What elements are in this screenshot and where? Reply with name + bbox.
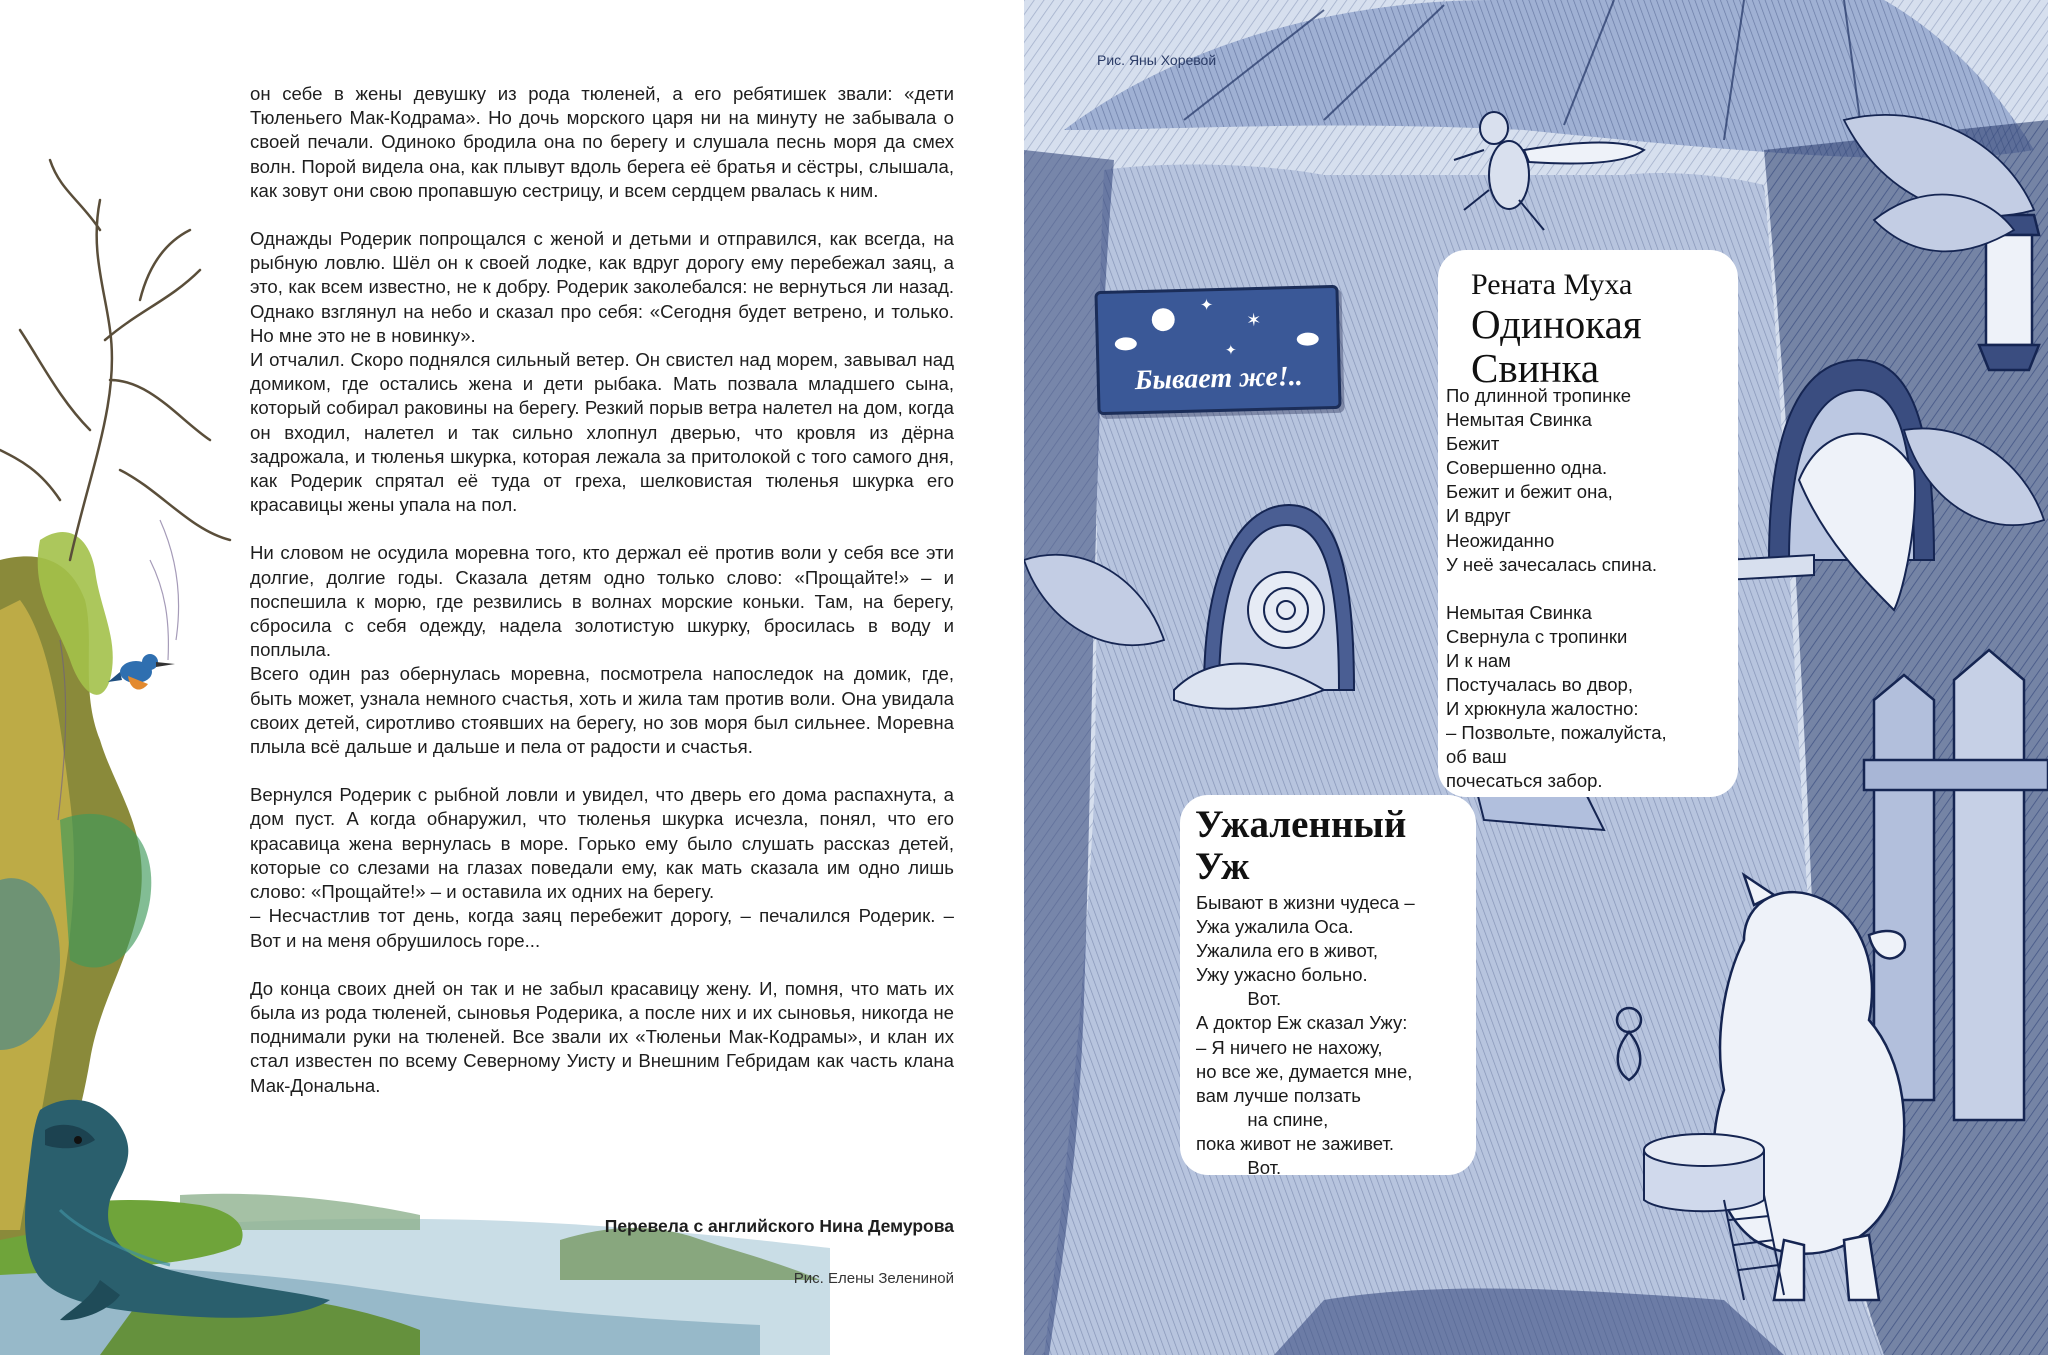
fence: [1864, 650, 2048, 1120]
poem-line: Немытая Свинка: [1446, 601, 1592, 623]
story-text: [250, 82, 954, 1098]
poem-line: По длинной тропинке: [1446, 385, 1632, 406]
star-icon: ✦: [1199, 295, 1214, 315]
lemon-icon: ●: [1149, 300, 1177, 336]
poem-author: Рената Муха: [1471, 268, 1633, 301]
story-paragraph: До конца своих дней он так и не забыл красавицу жену. И, помня, что мать их была из рода тюленей, сыновья Родерика, а после них и их сыновья, никогда не поднимали руки на тюленей. Все звали их «Тюленьи Мак-Кодрамы», и клан их стал известен по всему Северному Уисту и Внешним Гебридам как часть клана Мак-Дональна.: [250, 977, 954, 1096]
poem-line: вам лучше ползать: [1196, 1084, 1361, 1106]
star-icon: ✦: [1224, 342, 1237, 359]
story-paragraph: Однажды Родерик попрощался с женой и детьми и отправился, как всегда, на рыбную ловлю. Шёл он к своей лодке, как вдруг дорогу ему перебежал заяц, а это, как всем известно, не к добру. Родерик заколебался: не вернуться ли назад. Однако взглянул на небо и сказал про себя: «Сегодня будет ветрено, и только. Но мне это не в новинку».: [250, 228, 954, 346]
rubric-sign: [1094, 285, 1341, 415]
poem-title-line: Свинка: [1471, 345, 1600, 391]
poem-line: Вот.: [1196, 1157, 1282, 1179]
poem-line: Ужа ужалила Оса.: [1196, 916, 1354, 938]
poem-line: Свернула с тропинки: [1446, 625, 1628, 647]
sign-dot-decoration: [1115, 337, 1137, 351]
poem-body: [1196, 891, 1415, 1180]
poem-line: А доктор Еж сказал Ужу:: [1196, 1012, 1408, 1034]
poem-line: И хрюкнула жалостно:: [1446, 698, 1639, 720]
poem-line: пока живот не заживет.: [1196, 1132, 1395, 1154]
poem-title-line: Ужаленный: [1195, 803, 1407, 846]
story-paragraph: он себе в жены девушку из рода тюленей, а его ребятишек звали: «дети Тюленьего Мак-Кодрама». Но дочь морского царя ни на минуту не забывала о своей печали. Одиноко бродила она по берегу и слушала песнь моря да смех волн. Порой видела она, как плывут вдоль берега её братья и сёстры, слышала, как зовут они свою пропавшую сестрицу, и всем сердцем рвалась к ним.: [250, 83, 954, 201]
poem-line: но все же, думается мне,: [1196, 1060, 1413, 1082]
poem-title-line: Одинокая: [1471, 301, 1642, 347]
poem-line: Немытая Свинка: [1446, 409, 1592, 431]
poem-line: на спине,: [1196, 1108, 1329, 1130]
story-paragraph: – Несчастлив тот день, когда заяц перебежит дорогу, – печалился Родерик. – Вот и на меня обрушилось горе...: [250, 905, 954, 951]
sign-dot-decoration: [1297, 332, 1319, 346]
poem-line: – Позвольте, пожалуйста,: [1446, 722, 1667, 744]
poem-line: И вдруг: [1446, 505, 1511, 527]
rubric-title: Бывает же!..: [1134, 360, 1304, 397]
poem-title: [1195, 804, 1406, 888]
illustration-credit: Рис. Елены Зелениной: [793, 1270, 954, 1287]
poem-line: – Я ничего не нахожу,: [1196, 1036, 1383, 1058]
illustration-credit: Рис. Яны Хоревой: [1097, 52, 1217, 68]
translator-credit: Перевела с английского Нина Демурова: [604, 1216, 954, 1236]
story-paragraph: И отчалил. Скоро поднялся сильный ветер. Он свистел над морем, завывал над домиком, где остались жена и дети рыбака. Мать позвала младшего сына, который собирал раковины на берегу. Резкий порыв ветра налетел на дом, когда он входил, налетел и так сильно хлопнул дверью, что кровля из дёрна задрожала, и тюленья шкурка, которая лежала за притолокой с того самого дня, как Родерик спрятал её туда от греха, шелковистая тюленья шкурка его красавицы жены упала на пол.: [250, 349, 954, 516]
story-paragraph: Всего один раз обернулась моревна, посмотрела напоследок на домик, где, быть может, узнала немного счастья, хоть и жила там против воли. Она увидала своих детей, сиротливо стоявших на берегу, но зов моря был сильнее. Моревна плыла всё дальше и дальше и пела от радости и счастья.: [250, 663, 954, 758]
poem-line: почесаться забор.: [1446, 770, 1603, 792]
right-page: [1024, 0, 2048, 1355]
story-paragraph: Вернулся Родерик с рыбной ловли и увидел, что дверь его дома распахнута, а дом пуст. А когда обнаружил, что тюленья шкурка исчезла, понял, что его красавица жена вернулась в море. Горько ему было слушать рассказ детей, которые со слезами на глазах поведали ему, как мать сказала им одно лишь слово: «Прощайте!» – и оставила их одних на берегу.: [250, 784, 954, 903]
story-paragraph: Ни словом не осудила моревна того, кто держал её против воли у себя все эти долгие, долгие годы. Сказала детям одно только слово: «Прощайте!» – и поспешила к морю, где резвились в волнах морские коньки. Там, на берегу, сбросила с себя одежду, надела золотистую шкурку, бросилась в воду и поплыла.: [250, 542, 954, 661]
star-icon: ✶: [1245, 309, 1262, 332]
poem-line: Ужалила его в живот,: [1196, 940, 1378, 962]
poem-line: Бывают в жизни чудеса –: [1196, 892, 1415, 913]
poem-line: И к нам: [1446, 649, 1511, 671]
poem-line: Совершенно одна.: [1446, 457, 1608, 479]
poem-line: Постучалась во двор,: [1446, 674, 1633, 696]
poem-body: [1446, 384, 1667, 794]
kingfisher-bird: [108, 654, 175, 690]
poem-title: [1471, 302, 1642, 390]
poem-line: Бежит: [1446, 433, 1500, 455]
poem-line: Ужу ужасно больно.: [1196, 964, 1368, 986]
poem-line: об ваш: [1446, 746, 1507, 768]
poem-line: Неожиданно: [1446, 529, 1555, 551]
stanza-break: [1446, 577, 1667, 601]
poem-line: Вот.: [1196, 988, 1282, 1010]
poem-line: Бежит и бежит она,: [1446, 481, 1613, 503]
poem-line: У неё зачесалась спина.: [1446, 553, 1658, 575]
poem-title-line: Уж: [1195, 845, 1250, 888]
